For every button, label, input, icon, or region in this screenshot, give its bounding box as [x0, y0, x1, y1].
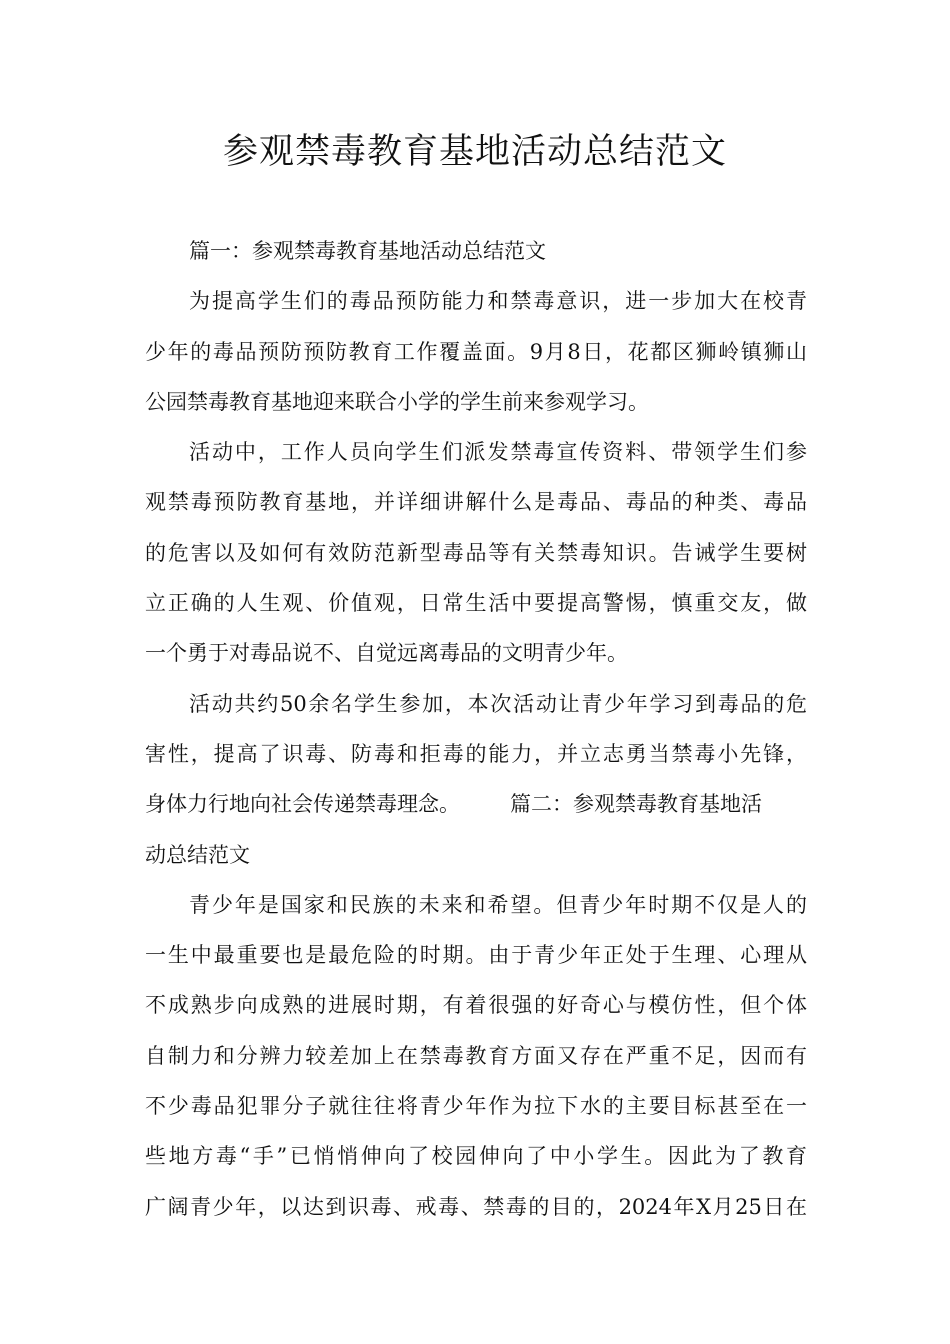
paragraph-line: 的危害以及如何有效防范新型毒品等有关禁毒知识。告诫学生要树 — [145, 540, 807, 565]
paragraph-line: 公园禁毒教育基地迎来联合小学的学生前来参观学习。 — [145, 389, 649, 414]
paragraph-line: 些地方毒“手”已悄悄伸向了校园伸向了中小学生。因此为了教育 — [145, 1144, 807, 1169]
paragraph-line-end: 身体力行地向社会传递禁毒理念。 — [145, 792, 460, 817]
section-heading-2-continued: 动总结范文 — [145, 842, 250, 867]
paragraph-line: 一生中最重要也是最危险的时期。由于青少年正处于生理、心理从 — [145, 943, 807, 968]
paragraph-line: 自制力和分辨力较差加上在禁毒教育方面又存在严重不足，因而有 — [145, 1043, 807, 1068]
paragraph-line: 不少毒品犯罪分子就往往将青少年作为拉下水的主要目标甚至在一 — [145, 1094, 807, 1119]
paragraph-line: 一个勇于对毒品说不、自觉远离毒品的文明青少年。 — [145, 641, 628, 666]
paragraph-line: 观禁毒预防教育基地，并详细讲解什么是毒品、毒品的种类、毒品 — [145, 490, 807, 515]
paragraph-line: 活动中，工作人员向学生们派发禁毒宣传资料、带领学生们参 — [189, 440, 807, 465]
paragraph-line: 活动共约50余名学生参加，本次活动让青少年学习到毒品的危 — [189, 691, 807, 716]
paragraph-line: 立正确的人生观、价值观，日常生活中要提高警惕，慎重交友，做 — [145, 591, 807, 616]
section-heading-1: 篇一：参观禁毒教育基地活动总结范文 — [189, 239, 546, 263]
paragraph-line — [145, 779, 807, 829]
document-title: 参观禁毒教育基地活动总结范文 — [222, 132, 727, 172]
section-heading-2: 篇二：参观禁毒教育基地活 — [510, 792, 762, 817]
paragraph-line: 为提高学生们的毒品预防能力和禁毒意识，进一步加大在校青 — [189, 289, 807, 314]
document-body — [145, 226, 807, 1232]
paragraph-line: 少年的毒品预防预防教育工作覆盖面。9月8日，花都区狮岭镇狮山 — [145, 339, 807, 364]
paragraph-line: 广阔青少年，以达到识毒、戒毒、禁毒的目的，2024年X月25日在 — [145, 1194, 807, 1219]
paragraph-line: 不成熟步向成熟的进展时期，有着很强的好奇心与模仿性，但个体 — [145, 993, 807, 1018]
paragraph-line: 青少年是国家和民族的未来和希望。但青少年时期不仅是人的 — [189, 892, 807, 917]
paragraph-line: 害性，提高了识毒、防毒和拒毒的能力，并立志勇当禁毒小先锋， — [145, 741, 807, 766]
